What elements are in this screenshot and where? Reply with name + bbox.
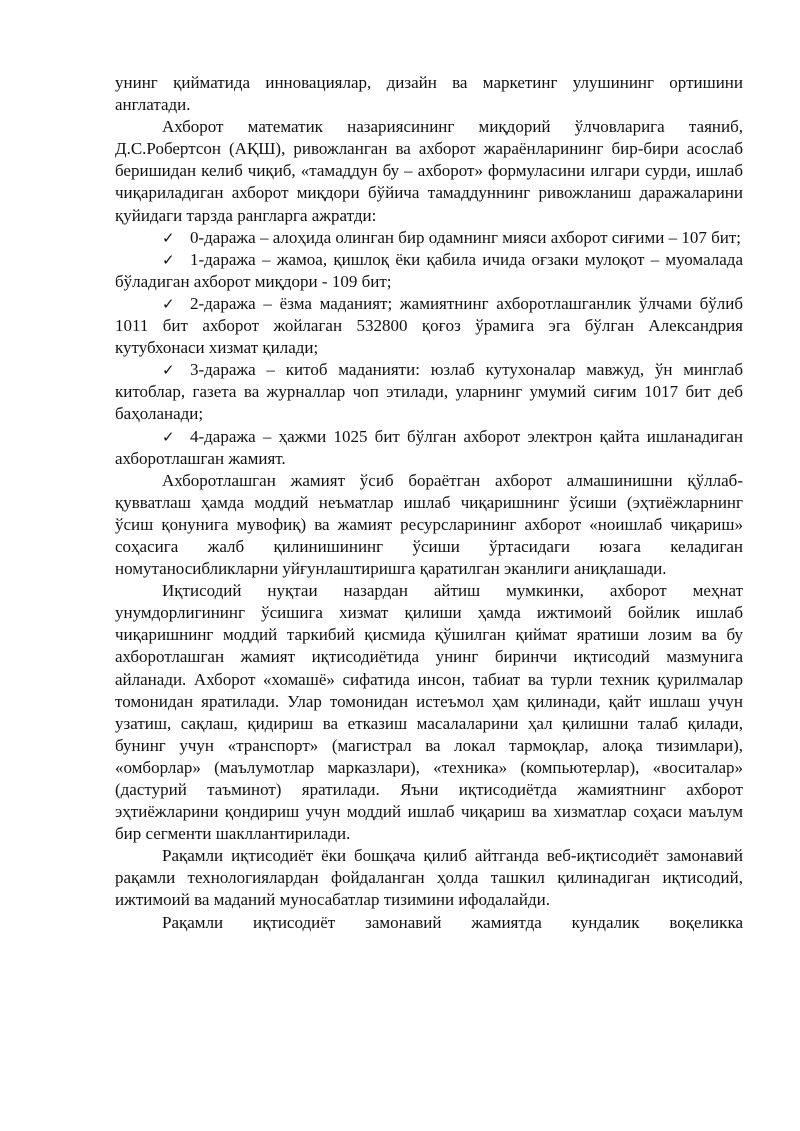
- paragraph-digital-economy-definition: Рақамли иқтисодиёт ёки бошқача қилиб айтганда веб-иқтисодиёт замонавий рақамли технологиялардан фойдаланган ҳолда ташкил қилинадиган иқтисодий, ижтимоий ва маданий муносабатлар тизимини ифодалайди.: [115, 846, 743, 910]
- paragraph-digital-economy-start: Рақамли иқтисодиёт замонавий жамиятда кундалик воқеликка: [162, 912, 743, 932]
- document-page: [115, 72, 743, 934]
- bullet-level-0-text: 0-даража – алоҳида олинган бир одамнинг мияси ахборот сиғими – 107 бит;: [190, 227, 741, 247]
- check-mark-icon: ✓: [162, 250, 175, 269]
- paragraph-economic-view: Иқтисодий нуқтаи назардан айтиш мумкинки, ахборот меҳнат унумдорлигининг ўсишига хизмат қилиши ҳамда ижтимоий бойлик ишлаб чиқаришнинг моддий таркибий қисмида қўшилган қиймат яратиши лозим ва бу ахборотлашган жамият иқтисодиётида унинг биринчи иқтисодий мазмунига айланади. Ахборот «хомашё» сифатида инсон, табиат ва турли техник қурилмалар томонидан яратилади. Улар томонидан истеъмол ҳам қилинади, қайт ишлаш учун узатиш, сақлаш, қидириш ва етказиш масалаларини ҳал қилишни талаб қилади, бунинг учун «транспорт» (магистрал ва локал тармоқлар, алоқа тизимлари), «омборлар» (маълумотлар марказлари), «техника» (компьютерлар), «воситалар» (дастурий таъминот) яратилади. Яъни иқтисодиётда жамиятнинг ахборот эҳтиёжларини қондириш учун моддий ишлаб чиқариш ва хизматлар соҳаси маълум бир сегменти шакллантирилади.: [115, 581, 743, 844]
- bullet-level-4: [115, 426, 743, 470]
- bullet-level-4-text: 4-даража – ҳажми 1025 бит бўлган ахборот электрон қайта ишланадиган ахборотлашган жамият.: [115, 426, 743, 468]
- check-mark-icon: ✓: [162, 361, 175, 380]
- bullet-level-3-text: 3-даража – китоб маданияти: юзлаб кутухоналар мавжуд, ўн минглаб китоблар, газета ва журналлар чоп этилади, уларнинг умумий сиғим 1017 бит деб баҳоланади;: [115, 360, 743, 424]
- paragraph-continuation: унинг қийматида инновациялар, дизайн ва маркетинг улушининг ортишини англатади.: [115, 73, 743, 115]
- bullet-level-3: [115, 359, 743, 425]
- bullet-level-2: [115, 293, 743, 359]
- check-mark-icon: ✓: [162, 294, 175, 313]
- paragraph-robertson-intro: Ахборот математик назариясининг миқдорий ўлчовларига таяниб, Д.С.Робертсон (АҚШ), ривожланган ва ахборот жараёнларининг бир-бири асослаб беришидан келиб чиқиб, «тамаддун бу – ахборот» формуласини илгари сурди, ишлаб чиқариладиган ахборот миқдори бўйича тамаддуннинг ривожланиш даражаларини қуйидаги тарзда рангларга ажратди:: [115, 117, 743, 225]
- bullet-level-0: [115, 227, 743, 249]
- check-mark-icon: ✓: [162, 228, 175, 247]
- paragraph-information-society: Ахборотлашган жамият ўсиб бораётган ахборот алмашинишни қўллаб-қувватлаш ҳамда моддий неъматлар ишлаб чиқаришнинг ўсиши (эҳтиёжларнинг ўсиш қонунига мувофиқ) ва жамият ресурсларининг ахборот «ноишлаб чиқариш» соҳасига жалб қилинишининг ўсиши ўртасидаги юзага келадиган номутаносибликларни уйғунлаштиришга қаратилган эканлиги аниқлашади.: [115, 470, 743, 579]
- bullet-level-1: [115, 249, 743, 293]
- check-mark-icon: ✓: [162, 427, 175, 446]
- bullet-level-1-text: 1-даража – жамоа, қишлоқ ёки қабила ичида оғзаки мулоқот – муомалада бўладиган ахборот миқдори - 109 бит;: [115, 249, 743, 291]
- bullet-level-2-text: 2-даража – ёзма маданият; жамиятнинг ахборотлашганлик ўлчами бўлиб 1011 бит ахборот жойлаган 532800 қоғоз ўрамига эга бўлган Александрия кутубхонаси хизмат қилади;: [115, 293, 743, 358]
